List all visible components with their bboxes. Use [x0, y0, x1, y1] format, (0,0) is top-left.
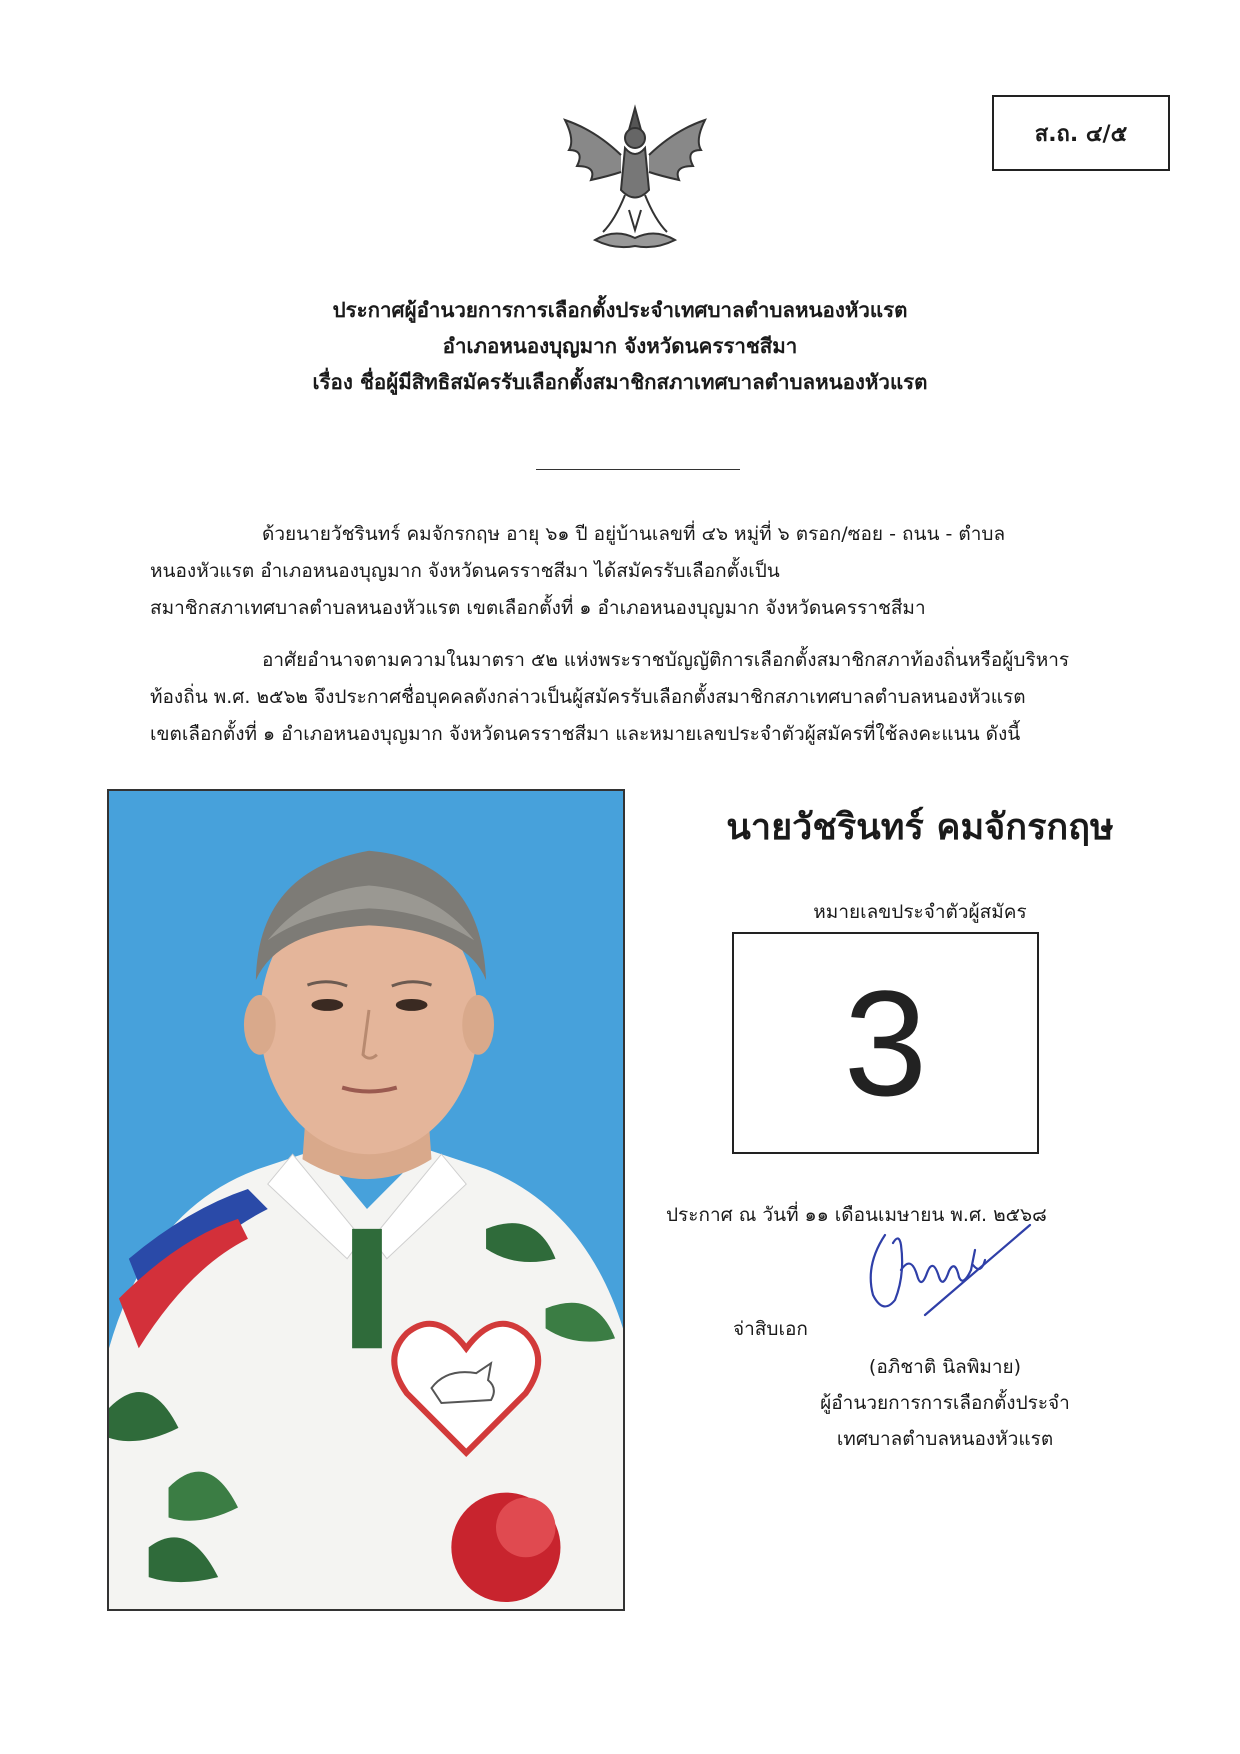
paragraph-1 — [150, 516, 1110, 627]
announcement-date: ประกาศ ณ วันที่ ๑๑ เดือนเมษายน พ.ศ. ๒๕๖๘ — [666, 1204, 1047, 1226]
paragraph-1-line: สมาชิกสภาเทศบาลตำบลหนองหัวแรต เขตเลือกตั้งที่ ๑ อำเภอหนองบุญมาก จังหวัดนครราชสีมา — [150, 597, 926, 619]
candidate-portrait-image — [109, 791, 623, 1609]
paragraph-2-line: เขตเลือกตั้งที่ ๑ อำเภอหนองบุญมาก จังหวัดนครราชสีมา และหมายเลขประจำตัวผู้สมัครที่ใช้ลงคะแนน ดังนี้ — [150, 723, 1021, 745]
form-code-text: ส.ถ. ๔/๕ — [1034, 121, 1128, 147]
form-code-box — [992, 95, 1170, 171]
paragraph-2 — [150, 642, 1110, 753]
signature-image — [855, 1215, 1035, 1330]
candidate-number: 3 — [843, 958, 928, 1127]
paragraph-1-line: หนองหัวแรต อำเภอหนองบุญมาก จังหวัดนครราชสีมา ได้สมัครรับเลือกตั้งเป็น — [150, 560, 780, 582]
header-divider — [536, 469, 740, 470]
signer-title-line-2: เทศบาลตำบลหนองหัวแรต — [836, 1428, 1054, 1450]
paragraph-1-line: ด้วยนายวัชรินทร์ คมจักรกฤษ อายุ ๖๑ ปี อยู่บ้านเลขที่ ๔๖ หมู่ที่ ๖ ตรอก/ซอย - ถนน - ตำบล — [262, 523, 1006, 545]
candidate-number-box — [732, 932, 1039, 1154]
candidate-number-caption: หมายเลขประจำตัวผู้สมัคร — [813, 901, 1027, 923]
header-line-1: ประกาศผู้อำนวยการการเลือกตั้งประจำเทศบาลตำบลหนองหัวแรต — [332, 298, 908, 322]
announcement-header — [0, 292, 1240, 400]
candidate-name: นายวัชรินทร์ คมจักรกฤษ — [726, 807, 1114, 848]
paragraph-2-line: อาศัยอำนาจตามความในมาตรา ๕๒ แห่งพระราชบัญญัติการเลือกตั้งสมาชิกสภาท้องถิ่นหรือผู้บริหาร — [262, 649, 1070, 671]
garuda-emblem-icon — [555, 100, 715, 260]
signer-name: (อภิชาติ นิลพิมาย) — [868, 1356, 1022, 1378]
candidate-photo — [107, 789, 625, 1611]
header-line-3: เรื่อง ชื่อผู้มีสิทธิสมัครรับเลือกตั้งสมาชิกสภาเทศบาลตำบลหนองหัวแรต — [312, 370, 928, 394]
signer-title-line-1: ผู้อำนวยการการเลือกตั้งประจำ — [820, 1392, 1070, 1414]
signer-rank: จ่าสิบเอก — [733, 1318, 808, 1340]
paragraph-2-line: ท้องถิ่น พ.ศ. ๒๕๖๒ จึงประกาศชื่อบุคคลดังกล่าวเป็นผู้สมัครรับเลือกตั้งสมาชิกสภาเทศบาลตำบลหนองหัวแรต — [150, 686, 1026, 708]
header-line-2: อำเภอหนองบุญมาก จังหวัดนครราชสีมา — [442, 334, 798, 358]
